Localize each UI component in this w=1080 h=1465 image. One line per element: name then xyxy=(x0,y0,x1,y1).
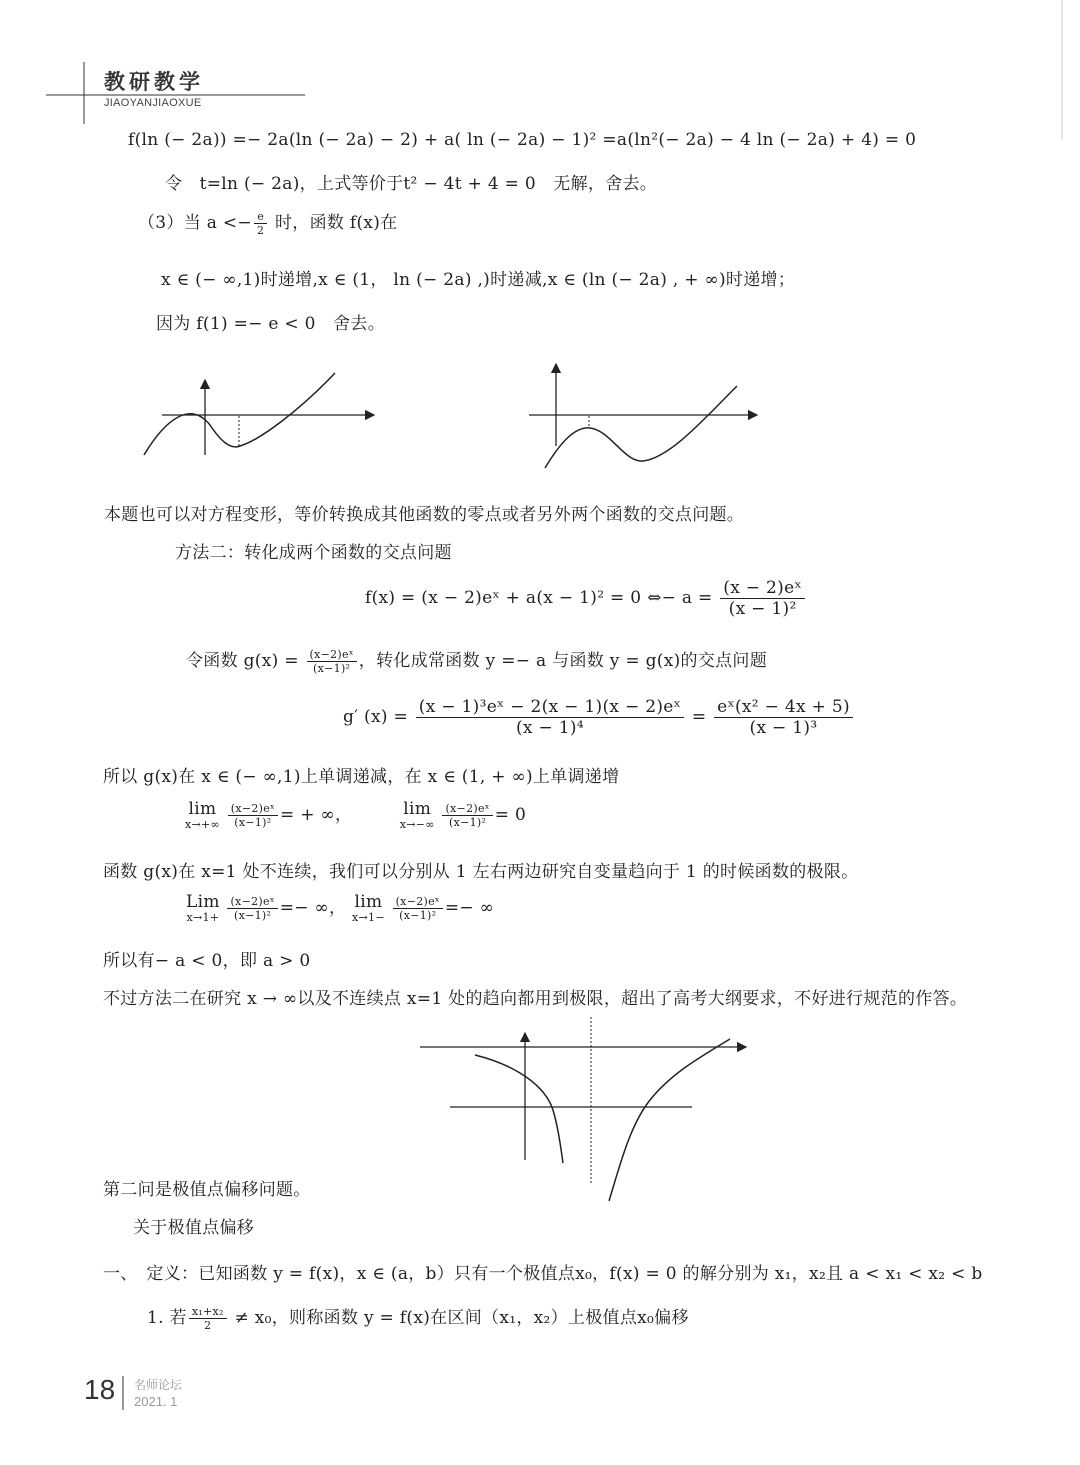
definition-line: 一、 定义：已知函数 y = f(x)，x ∈ (a，b）只有一个极值点x₀，f(x) = 0 的解分别为 x₁，x₂且 a < x₁ < x₂ < b xyxy=(103,1264,983,1284)
second-question-line: 第二问是极值点偏移问题。 xyxy=(103,1180,311,1200)
substitution-line: 令 t=ln (− 2a)，上式等价于t² − 4t + 4 = 0 无解，舍去。 xyxy=(165,174,658,194)
case-3-line: （3）当 a <− $\frac{e}{2}$ 时，函数 f(x)在 xyxy=(138,210,398,237)
g-derivative-line: g′ (x) = $\frac{\text{(x − 1)³eˣ − 2(x − 1)(x − 2)eˣ}}{\text{(x − 1)⁴}}$ = $\frac{\text{eˣ(x² − 4x + 5)}}{\text{(x − 1)³}}$ xyxy=(343,697,855,738)
equation-neg-a: f(x) = (x − 2)eˣ + a(x − 1)² = 0 ⇔− a = $\frac{\text{(x − 2)eˣ}}{\text{(x − 1)²}}$ xyxy=(365,578,807,619)
issue-date: 2021. 1 xyxy=(134,1394,178,1409)
footer-divider xyxy=(120,1374,126,1414)
definition-item-1: 1. 若 $\frac{\text{x₁+x₂}}{2}$ ≠ x₀，则称函数 y = f(x)在区间（x₁，x₂）上极值点x₀偏移 xyxy=(147,1305,689,1332)
header-title: 教研教学 xyxy=(104,70,204,94)
limits-at-one-line: Lim x→1+ $\frac{\text{(x−2)eˣ}}{\text{(x−1)²}}$ =− ∞， lim x→1− $\frac{\text{(x−2)eˣ}}{\text{(x−1)²}}$ =− ∞ xyxy=(186,892,495,924)
graph-g-function xyxy=(415,1015,755,1205)
monotonic-g-line: 所以 g(x)在 x ∈ (− ∞,1)上单调递减，在 x ∈ (1, + ∞)上单调递增 xyxy=(103,767,620,787)
page-number: 18 xyxy=(84,1374,116,1405)
paragraph-transform: 本题也可以对方程变形，等价转换成其他函数的零点或者另外两个函数的交点问题。 xyxy=(104,505,745,525)
graph-right xyxy=(525,358,765,473)
define-g-line: 令函数 g(x) = $\frac{\text{(x−2)eˣ}}{\text{(x−1)²}}$ ，转化成常函数 y =− a 与函数 y = g(x)的交点问题 xyxy=(186,648,768,675)
equation-line-1: f(ln (− 2a)) =− 2a(ln (− 2a) − 2) + a( ln (− 2a) − 1)² =a(ln²(− 2a) − 4 ln (− 2a) + 4) = 0 xyxy=(128,130,917,150)
journal-name: 名师论坛 xyxy=(134,1378,183,1392)
header-subtitle: JIAOYANJIAOXUE xyxy=(104,97,202,109)
extremum-shift-heading: 关于极值点偏移 xyxy=(133,1218,255,1238)
monotonic-intervals-line: x ∈ (− ∞,1)时递增,x ∈ (1， ln (− 2a) ,)时递减,x ∈ (ln (− 2a) , + ∞)时递增； xyxy=(161,270,796,290)
graph-left xyxy=(140,370,380,460)
because-line: 因为 f(1) =− e < 0 舍去。 xyxy=(156,314,385,334)
conclusion-line: 所以有− a < 0，即 a > 0 xyxy=(103,951,311,971)
discontinuity-line: 函数 g(x)在 x=1 处不连续，我们可以分别从 1 左右两边研究自变量趋向于 1 的时候函数的极限。 xyxy=(103,862,859,882)
limits-infinity-line: lim x→+∞ $\frac{\text{(x−2)eˣ}}{\text{(x−1)²}}$ = + ∞， lim x→−∞ $\frac{\text{(x−2)eˣ}}{\text{(x−1)²}}$ = 0 xyxy=(185,799,527,831)
method-two-heading: 方法二：转化成两个函数的交点问题 xyxy=(175,543,452,563)
method-two-remark: 不过方法二在研究 x → ∞以及不连续点 x=1 处的趋向都用到极限，超出了高考大纲要求，不好进行规范的作答。 xyxy=(103,989,968,1009)
